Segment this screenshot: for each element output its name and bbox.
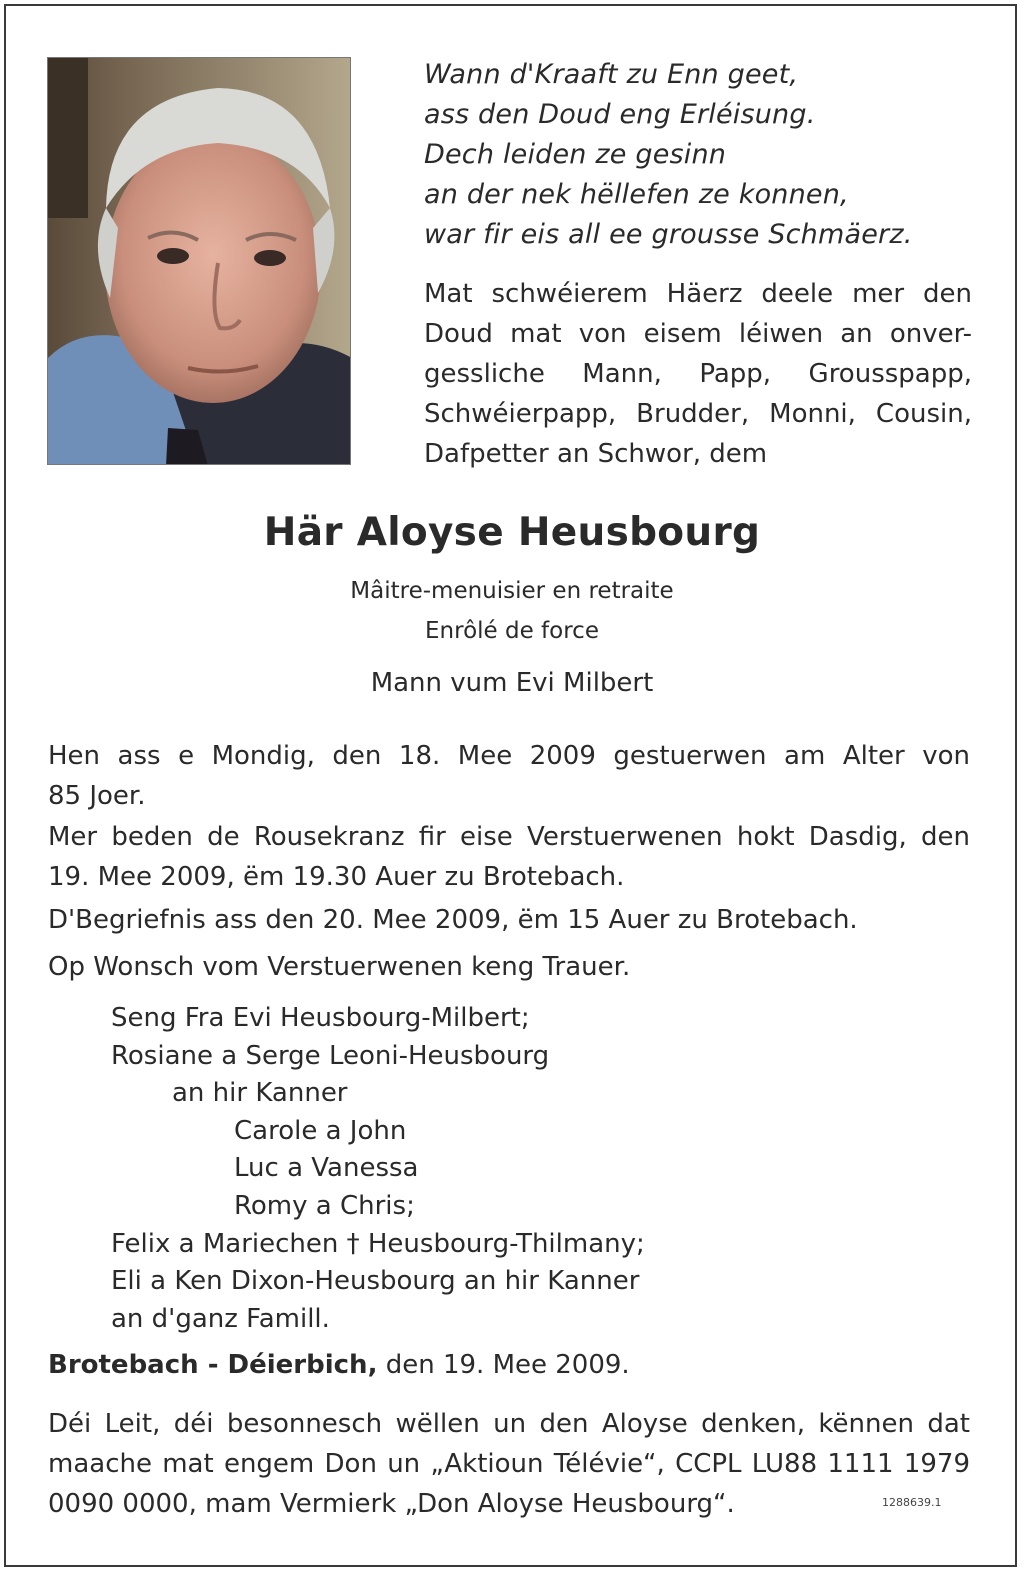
reference-number: 1288639.1: [882, 1496, 942, 1509]
poem-line: ass den Doud eng Erléisung.: [424, 99, 816, 130]
poem-line: war fir eis all ee grousse Schmäerz.: [424, 219, 913, 250]
intro-line: Dafpetter an Schwor, dem: [424, 439, 768, 469]
funeral-notice: D'Begriefnis ass den 20. Mee 2009, ëm 15 Auer zu Brotebach.: [48, 905, 858, 935]
poem-line: Wann d'Kraaft zu Enn geet,: [424, 59, 799, 90]
rosary-line: 19. Mee 2009, ëm 19.30 Auer zu Brotebach.: [48, 862, 625, 892]
deceased-spouse: Mann vum Evi Milbert: [370, 668, 654, 698]
family-line: Luc a Vanessa: [234, 1153, 419, 1183]
deceased-name: Här Aloyse Heusbourg: [263, 510, 761, 555]
rosary-line: Mer beden de Rousekranz fir eise Verstuerwenen hokt Dasdig, den: [48, 822, 970, 852]
family-line: Seng Fra Evi Heusbourg-Milbert;: [111, 1003, 530, 1033]
place-date: [48, 1350, 630, 1380]
rosary-notice: [48, 817, 970, 897]
wish-notice: Op Wonsch vom Verstuerwenen keng Trauer.: [48, 952, 631, 982]
family-line: Romy a Chris;: [234, 1191, 415, 1221]
intro-paragraph: [424, 274, 972, 474]
family-line: an hir Kanner: [172, 1078, 348, 1108]
family-line: an d'ganz Famill.: [111, 1304, 330, 1334]
family-line: Carole a John: [234, 1116, 407, 1146]
poem-line: an der nek hëllefen ze konnen,: [424, 179, 849, 210]
family-line: Eli a Ken Dixon-Heusbourg an hir Kanner: [111, 1266, 640, 1296]
family-line: Felix a Mariechen † Heusbourg-Thilmany;: [111, 1229, 645, 1259]
donation-line: 0090 0000, mam Vermierk „Don Aloyse Heusbourg“.: [48, 1489, 735, 1519]
deceased-profession: Mâitre-menuisier en retraite: [350, 578, 674, 604]
deceased-note: Enrôlé de force: [425, 618, 599, 644]
donation-line: Déi Leit, déi besonnesch wëllen un den Aloyse denken, kënnen dat: [48, 1409, 970, 1439]
family-line: Rosiane a Serge Leoni-Heusbourg: [111, 1041, 550, 1071]
intro-line: Schwéierpapp, Brudder, Monni, Cousin,: [424, 399, 972, 429]
place-date-text: den 19. Mee 2009.: [385, 1350, 630, 1380]
death-notice: [48, 736, 970, 816]
poem: [424, 55, 994, 255]
donation-paragraph: [48, 1404, 970, 1524]
portrait-icon: [48, 58, 351, 465]
place-name: Brotebach - Déierbich,: [48, 1350, 378, 1380]
death-line: Hen ass e Mondig, den 18. Mee 2009 gestuerwen am Alter von: [48, 741, 970, 771]
intro-line: gessliche Mann, Papp, Grousspapp,: [424, 359, 972, 389]
death-line: 85 Joer.: [48, 781, 146, 811]
intro-line: Mat schwéierem Häerz deele mer den: [424, 279, 972, 309]
portrait-photo: [47, 57, 351, 465]
donation-line: maache mat engem Don un „Aktioun Télévie“, CCPL LU88 1111 1979: [48, 1449, 970, 1479]
poem-line: Dech leiden ze gesinn: [424, 139, 727, 170]
intro-line: Doud mat von eisem léiwen an onver-: [424, 319, 972, 349]
